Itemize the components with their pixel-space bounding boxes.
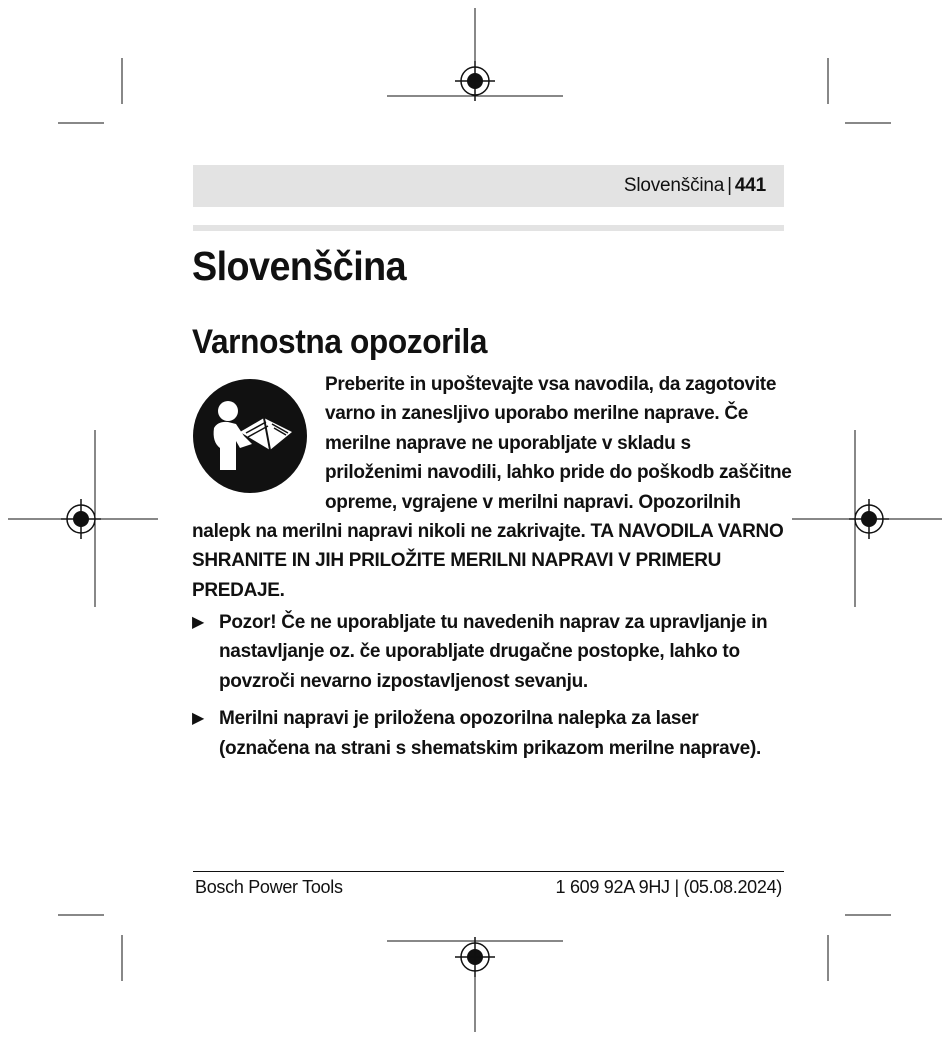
section-title: Varnostna opozorila [192,323,488,361]
intro-paragraph [192,370,792,605]
footer-divider [193,871,784,872]
page-number: 441 [734,175,766,196]
bullet-arrow-icon: ▶ [192,614,205,631]
header-language: Slovenščina [623,175,725,196]
footer-doc-id: 1 609 92A 9HJ | (05.08.2024) [555,877,782,897]
intro-text: Preberite in upoštevajte vsa navodila, da zagotovite varno in zanesljivo uporabo merilne naprave. Če merilne naprave ne uporabljate v skladu s priloženimi navodili, lahko pride do poškodb zaščitne opreme, vgrajene v merilni napravi. Opozorilnih nalepk na merilni napravi nikoli ne zakrivajte. TA NAVODILA VARNO SHRANITE IN JIH PRILOŽITE MERILNI NAPRAVI V PRIMERU PREDAJE. [192,374,792,601]
registration-mark-top [455,61,495,101]
bullet-arrow-icon: ▶ [192,710,205,728]
list-item [192,704,784,763]
running-header [624,175,766,197]
bullet-text: Pozor! Če ne uporabljate tu navedenih naprav za upravljanje in nastavljanje oz. če uporabljate drugačne postopke, lahko to povzroči nevarno izpostavljenost sevanju. [219,612,768,692]
icon-spacer [192,370,325,515]
bullet-text: Merilni napravi je priložena opozorilna nalepka za laser (označena na strani s shematskim prikazom merilne naprave). [219,708,761,759]
header-separator: | [727,175,732,196]
warning-list [192,608,784,771]
registration-mark-bottom [455,937,495,977]
header-divider [193,225,784,231]
footer-brand: Bosch Power Tools [195,877,343,897]
list-item [192,608,784,696]
page-header [193,165,784,207]
page-title: Slovenščina [192,243,407,289]
